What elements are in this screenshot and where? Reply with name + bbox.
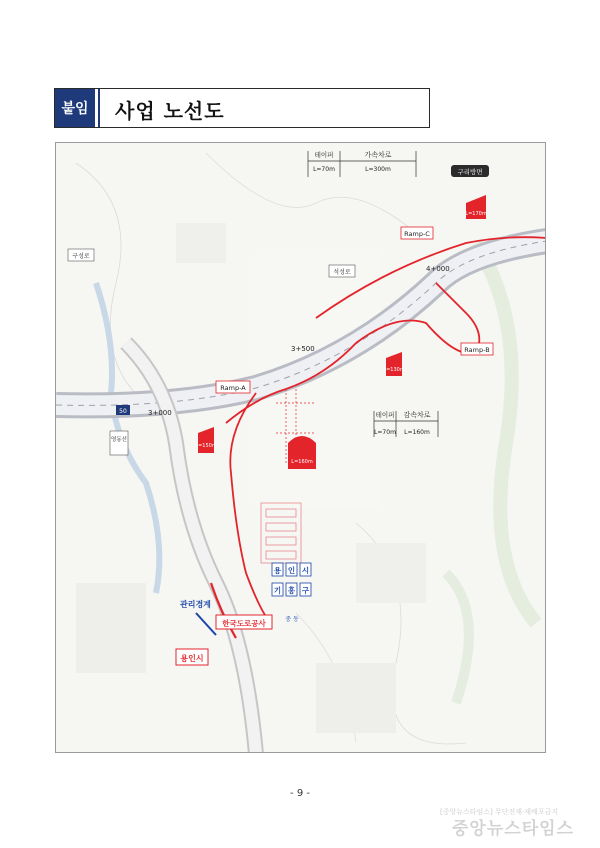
yeongdong-label: 영동선 <box>111 437 127 443</box>
ramp-a-label: Ramp-A <box>220 384 246 392</box>
section-header <box>54 88 430 128</box>
taper-mid-length: L=70m <box>374 429 396 436</box>
yongin-char-1: 용 <box>273 566 282 575</box>
giheung-char-3: 구 <box>301 586 310 595</box>
decel-mid-label: 감속차로 <box>403 411 431 419</box>
taper-top-label: 테이퍼 <box>314 151 334 159</box>
station-3000: 3+000 <box>148 409 172 417</box>
page-number: - 9 - <box>290 788 310 799</box>
accel-top-length: L=300m <box>365 166 391 173</box>
ex-corp-label: 한국도로공사 <box>222 619 266 628</box>
red-tag-2: L=150m <box>195 443 217 449</box>
red-tag-3: L=130m <box>383 367 405 373</box>
giheung-char-2: 흥 <box>287 586 296 595</box>
yongin-char-3: 시 <box>301 566 310 575</box>
taper-top-length: L=70m <box>313 166 335 173</box>
page-title: 사업 노선도 <box>115 99 225 123</box>
badge-divider-accent <box>98 89 100 127</box>
ramp-c-label: Ramp-C <box>404 230 430 238</box>
yongin-city-label: 용인시 <box>180 654 204 663</box>
seokseong-label: 석성로 <box>333 269 351 276</box>
guseong-label: 구성로 <box>72 253 90 260</box>
route-number: 50 <box>119 408 127 415</box>
watermark-note: [중앙뉴스타임스] 무단전재·재배포금지 <box>440 808 559 816</box>
watermark: 중앙뉴스타임스 <box>452 819 574 839</box>
accel-top-label: 가속차로 <box>364 151 392 159</box>
red-tag-4: L=160m <box>291 459 313 465</box>
giheung-char-1: 기 <box>273 586 282 595</box>
attachment-badge: 붙임 <box>55 89 95 127</box>
route-map <box>55 142 546 753</box>
guri-direction-label: 구리방면 <box>457 168 483 176</box>
ramp-b-label: Ramp-B <box>464 346 490 354</box>
yeongdong-badge <box>110 431 128 455</box>
decel-mid-length: L=160m <box>404 429 430 436</box>
jung-dong-label: 중 동 <box>285 616 299 623</box>
yongin-char-2: 인 <box>287 566 296 575</box>
admin-boundary-label: 관리경계 <box>180 600 211 609</box>
route-map-graphic <box>56 143 546 753</box>
station-3500: 3+500 <box>291 345 315 353</box>
red-tag-1: L=170m <box>465 211 487 217</box>
taper-mid-label: 테이퍼 <box>375 411 395 419</box>
station-4000: 4+000 <box>426 265 450 273</box>
